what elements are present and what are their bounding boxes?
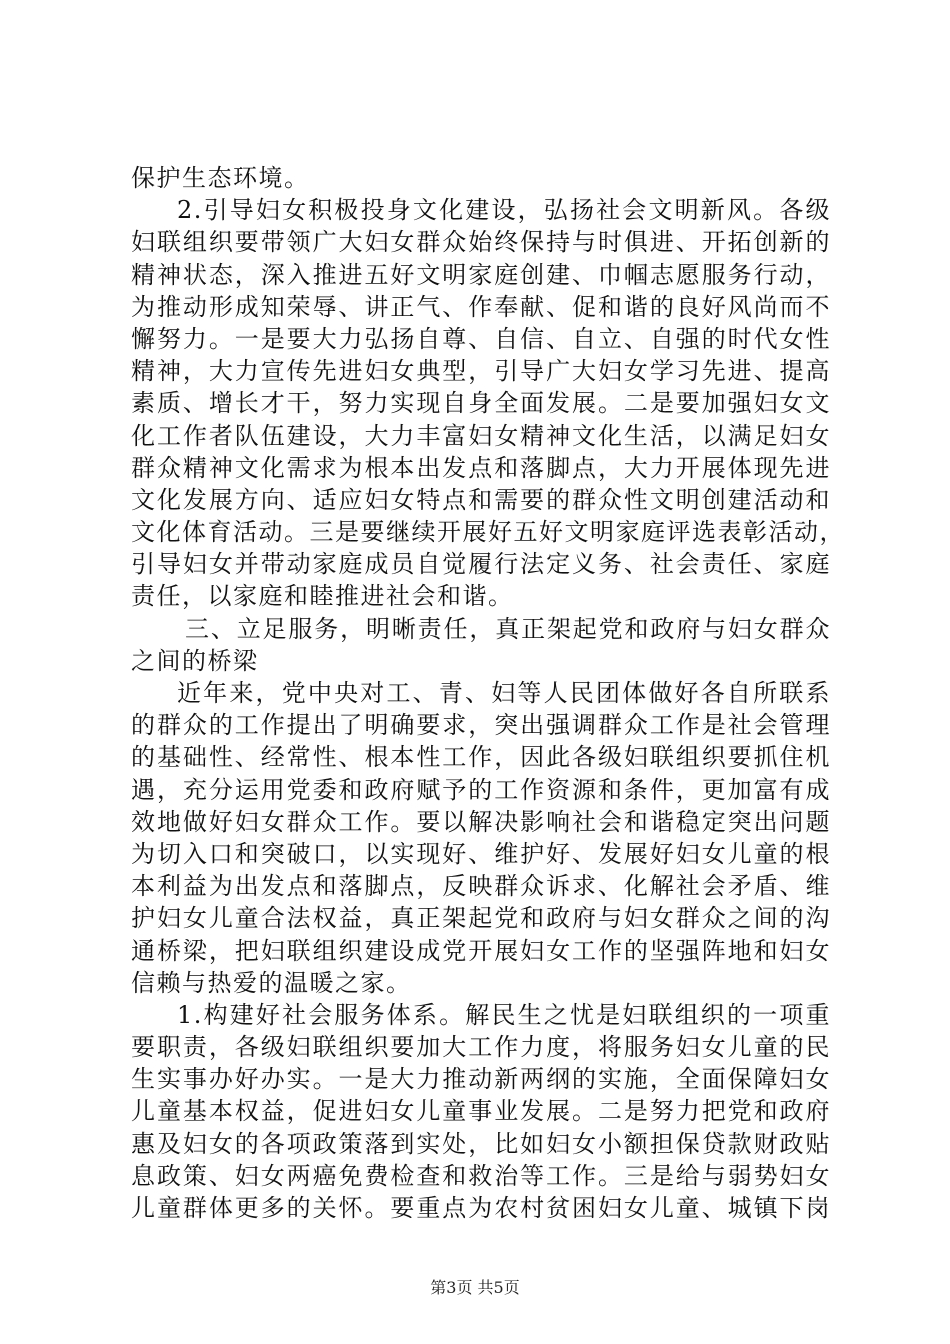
text-line: 群众精神文化需求为根本出发点和落脚点，大力开展体现先进 (131, 453, 831, 482)
text-line: 引导妇女并带动家庭成员自觉履行法定义务、社会责任、家庭 (131, 550, 831, 579)
text-line: 精神，大力宣传先进妇女典型，引导广大妇女学习先进、提高 (131, 357, 831, 386)
text-line: 素质、增长才干，努力实现自身全面发展。二是要加强妇女文 (131, 389, 831, 418)
text-line: 为切入口和突破口，以实现好、维护好、发展好妇女儿童的根 (131, 839, 831, 868)
document-body (131, 162, 845, 1224)
text-line: 1.构建好社会服务体系。解民生之忧是妇联组织的一项重 (177, 1000, 831, 1029)
text-line: 本利益为出发点和落脚点，反映群众诉求、化解社会矛盾、维 (131, 872, 831, 901)
text-line: 为推动形成知荣辱、讲正气、作奉献、促和谐的良好风尚而不 (131, 292, 831, 321)
text-line: 2.引导妇女积极投身文化建设，弘扬社会文明新风。各级 (177, 196, 831, 225)
text-line: 的群众的工作提出了明确要求，突出强调群众工作是社会管理 (131, 711, 831, 740)
text-line: 文化发展方向、适应妇女特点和需要的群众性文明创建活动和 (131, 485, 831, 514)
text-line: 文化体育活动。三是要继续开展好五好文明家庭评选表彰活动， (131, 518, 845, 547)
text-line: 惠及妇女的各项政策落到实处，比如妇女小额担保贷款财政贴 (131, 1129, 831, 1158)
text-line: 生实事办好办实。一是大力推动新两纲的实施，全面保障妇女 (131, 1065, 831, 1094)
section-heading-line: 之间的桥梁 (131, 646, 259, 675)
text-line: 儿童基本权益，促进妇女儿童事业发展。二是努力把党和政府 (131, 1097, 831, 1126)
text-line: 责任，以家庭和睦推进社会和谐。 (131, 582, 514, 611)
text-line: 妇联组织要带领广大妇女群众始终保持与时俱进、开拓创新的 (131, 228, 831, 257)
section-heading-line: 三、立足服务，明晰责任，真正架起党和政府与妇女群众 (185, 614, 831, 643)
text-line: 保护生态环境。 (131, 164, 310, 192)
text-line: 要职责，各级妇联组织要加大工作力度，将服务妇女儿童的民 (131, 1033, 831, 1062)
text-line: 护妇女儿童合法权益，真正架起党和政府与妇女群众之间的沟 (131, 904, 831, 933)
text-line: 近年来，党中央对工、青、妇等人民团体做好各自所联系 (177, 679, 831, 707)
text-line: 的基础性、经常性、根本性工作，因此各级妇联组织要抓住机 (131, 743, 831, 772)
text-line: 效地做好妇女群众工作。要以解决影响社会和谐稳定突出问题 (131, 807, 831, 836)
text-line: 信赖与热爱的温暖之家。 (131, 968, 412, 997)
text-line: 息政策、妇女两癌免费检查和救治等工作。三是给与弱势妇女 (131, 1161, 831, 1190)
text-line: 遇，充分运用党委和政府赋予的工作资源和条件，更加富有成 (131, 775, 831, 804)
text-line: 精神状态，深入推进五好文明家庭创建、巾帼志愿服务行动， (131, 260, 831, 289)
text-line: 儿童群体更多的关怀。要重点为农村贫困妇女儿童、城镇下岗 (131, 1194, 831, 1222)
text-line: 懈努力。一是要大力弘扬自尊、自信、自立、自强的时代女性 (131, 324, 831, 353)
text-line: 通桥梁，把妇联组织建设成党开展妇女工作的坚强阵地和妇女 (131, 936, 831, 965)
text-line: 化工作者队伍建设，大力丰富妇女精神文化生活，以满足妇女 (131, 421, 831, 450)
page-number-footer: 第3页 共5页 (430, 1278, 520, 1297)
